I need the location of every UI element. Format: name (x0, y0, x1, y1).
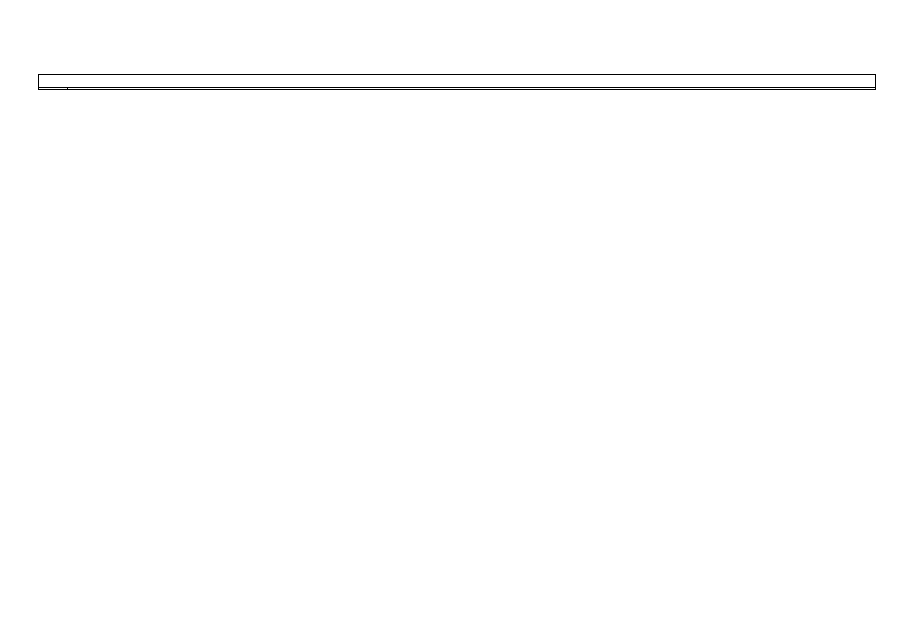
task-description (67, 88, 875, 90)
task-index (39, 88, 68, 90)
subprogram-title (39, 75, 876, 88)
program-table (38, 74, 876, 90)
